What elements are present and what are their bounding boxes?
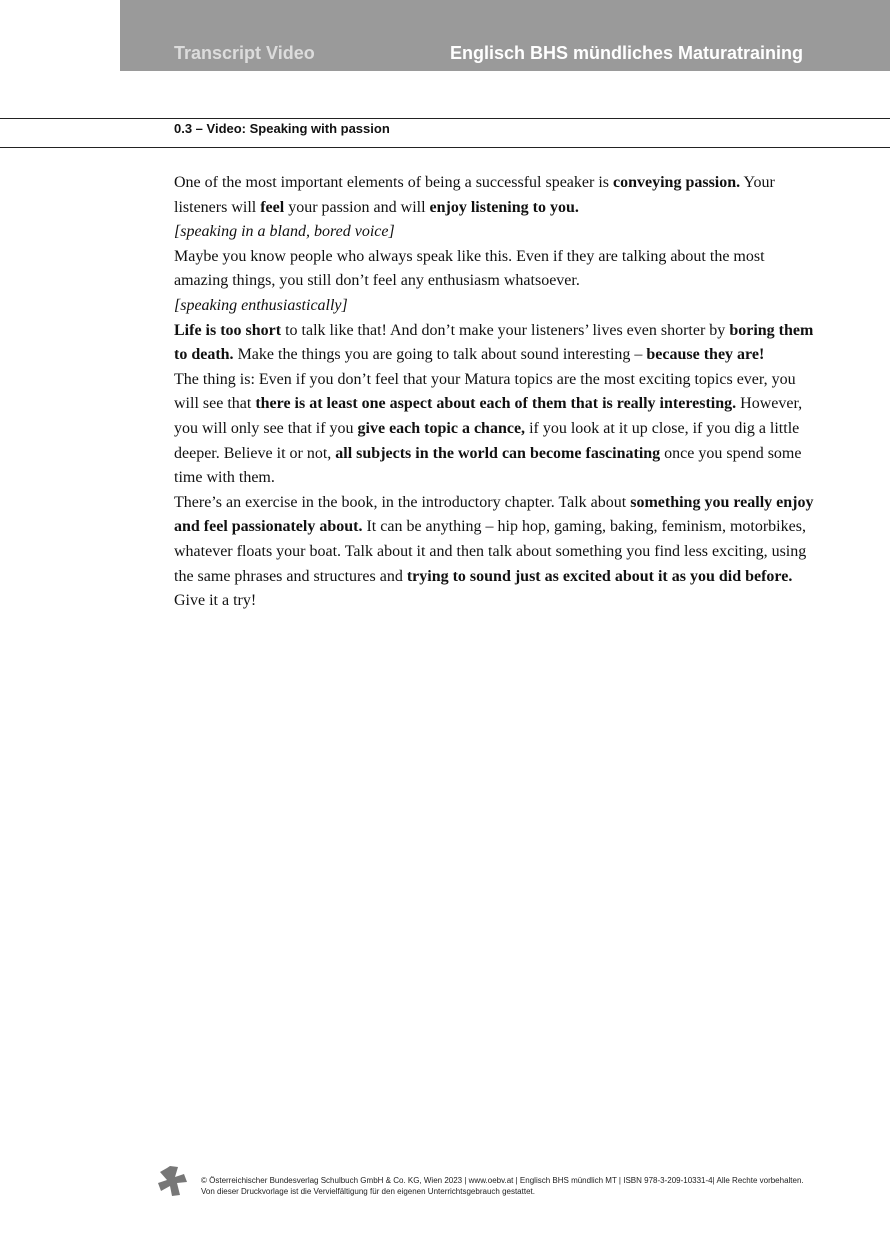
- text-run-italic: [speaking in a bland, bored voice]: [174, 223, 395, 241]
- text-run: once you spend some time with them.: [174, 444, 802, 487]
- text-run: Your listeners will: [174, 174, 775, 216]
- footer-copyright: [201, 1175, 861, 1197]
- text-run: One of the most important elements of being a successful speaker is: [174, 174, 613, 191]
- paragraph: [174, 245, 814, 294]
- text-run: if you look at it up close, if you dig a little deeper. Believe it or not,: [174, 419, 800, 462]
- title-rule-bottom: [0, 147, 890, 148]
- text-run-bold: feel: [260, 198, 285, 216]
- text-run: your passion and will: [284, 198, 430, 216]
- publisher-logo-icon: [156, 1165, 190, 1199]
- footer-line: © Österreichischer Bundesverlag Schulbuch GmbH & Co. KG, Wien 2023 | www.oebv.at | Englisch BHS mündlich MT | ISBN 978-3-209-10331-4| Alle Rechte vorbehalten.: [201, 1176, 804, 1185]
- paragraph: [174, 368, 814, 491]
- text-run-bold: something you really enjoy and feel passionately about.: [174, 493, 814, 536]
- text-run-bold: trying to sound just as excited about it as you did before.: [406, 567, 793, 585]
- text-run-bold: boring them to death.: [174, 321, 814, 364]
- text-run: However, you will only see that if you: [174, 395, 803, 437]
- text-run-bold: Life is too short: [174, 321, 282, 339]
- stage-direction: [174, 294, 814, 319]
- text-run-bold: there is at least one aspect about each of them that is really interesting.: [255, 395, 737, 413]
- text-run-bold: conveying passion.: [613, 174, 741, 191]
- text-run-bold: all subjects in the world can become fascinating: [335, 444, 661, 462]
- text-run: The thing is: Even if you don’t feel that your Matura topics are the most exciting topics ever, you will see that: [174, 370, 796, 413]
- text-run: Make the things you are going to talk about sound interesting –: [233, 346, 647, 364]
- stage-direction: [174, 220, 814, 245]
- paragraph: [174, 491, 814, 614]
- title-rule-top: [0, 118, 890, 119]
- header-course-title: Englisch BHS mündliches Maturatraining: [450, 43, 804, 63]
- paragraph: [174, 171, 814, 220]
- text-run-italic: [speaking enthusiastically]: [174, 296, 348, 314]
- text-run: Maybe you know people who always speak like this. Even if they are talking about the most amazing things, you still don’t feel any enthusiasm whatsoever.: [174, 247, 765, 290]
- paragraph: [174, 319, 814, 368]
- text-run: There’s an exercise in the book, in the introductory chapter. Talk about: [174, 493, 631, 511]
- text-run-bold: give each topic a chance,: [357, 419, 526, 437]
- text-run: It can be anything – hip hop, gaming, baking, feminism, motorbikes, whatever floats your boat. Talk about it and then talk about something you find less exciting, using the same phrases and structures and: [174, 518, 807, 585]
- transcript-body: [174, 171, 814, 614]
- text-run: to talk like that! And don’t make your listeners’ lives even shorter by: [281, 321, 730, 339]
- header-doc-type: Transcript Video: [174, 43, 315, 63]
- text-run: Give it a try!: [174, 592, 257, 610]
- text-run-bold: because they are!: [646, 346, 765, 364]
- section-title: 0.3 – Video: Speaking with passion: [174, 121, 390, 136]
- text-run-bold: enjoy listening to you.: [429, 198, 579, 216]
- footer-line: Von dieser Druckvorlage ist die Vervielfältigung für den eigenen Unterrichtsgebrauch gestattet.: [201, 1187, 535, 1196]
